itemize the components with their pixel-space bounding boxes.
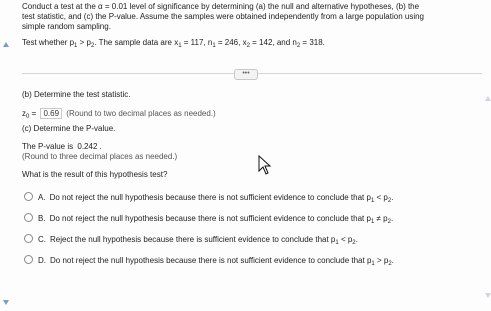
mouse-pointer-icon	[258, 155, 272, 175]
option-d[interactable]: D. Do not reject the null hypothesis because there is not sufficient evidence to conclude that $p_1 > p_2$.	[24, 255, 394, 266]
intro-line-2: test statistic, and (c) the P-value. Assume the samples were obtained independently from a large population using	[22, 12, 425, 21]
test-statistic-answer[interactable]: 0.69	[40, 108, 62, 119]
option-c[interactable]: C. Reject the null hypothesis because there is sufficient evidence to conclude that $p_1 < p_2$.	[24, 234, 358, 245]
right-scroll-up-icon[interactable]	[485, 96, 491, 101]
intro-line-3: simple random sampling.	[22, 22, 111, 31]
scroll-down-arrow-icon[interactable]	[3, 300, 9, 305]
pvalue-line: The P-value is 0.242 .	[22, 142, 102, 151]
result-question: What is the result of this hypothesis test?	[22, 170, 168, 179]
option-a[interactable]: A. Do not reject the null hypothesis because there is not sufficient evidence to conclude that $p_1 < p_2$.	[24, 192, 393, 203]
part-c-heading: (c) Determine the P-value.	[22, 124, 116, 133]
option-d-radio[interactable]	[24, 255, 33, 264]
option-b-radio[interactable]	[24, 213, 33, 222]
part-b-heading: (b) Determine the test statistic.	[22, 90, 131, 99]
part-c-hint: (Round to three decimal places as needed.)	[22, 152, 178, 161]
option-b[interactable]: B. Do not reject the null hypothesis because there is not sufficient evidence to conclude that $p_1 \ne p_2$.	[24, 213, 393, 224]
pvalue-answer[interactable]: 0.242	[77, 142, 98, 151]
test-statement: Test whether $p_1 > p_2$. The sample data are $x_1 = 117$, $n_1 = 246$, $x_2 = 142$, and $n_2 = 318$.	[22, 38, 325, 49]
option-a-radio[interactable]	[24, 192, 33, 201]
test-statistic-line: $z_0 = 0.69$ (Round to two decimal places as needed.)	[22, 109, 216, 120]
option-c-radio[interactable]	[24, 234, 33, 243]
scroll-up-arrow-icon[interactable]	[3, 42, 9, 47]
right-scroll-down-icon[interactable]	[485, 293, 491, 298]
intro-line-1: Conduct a test at the α = 0.01 level of significance by determining (a) the null and alternative hypotheses, (b) the	[22, 2, 420, 11]
expand-more-button[interactable]: •••	[234, 69, 258, 80]
